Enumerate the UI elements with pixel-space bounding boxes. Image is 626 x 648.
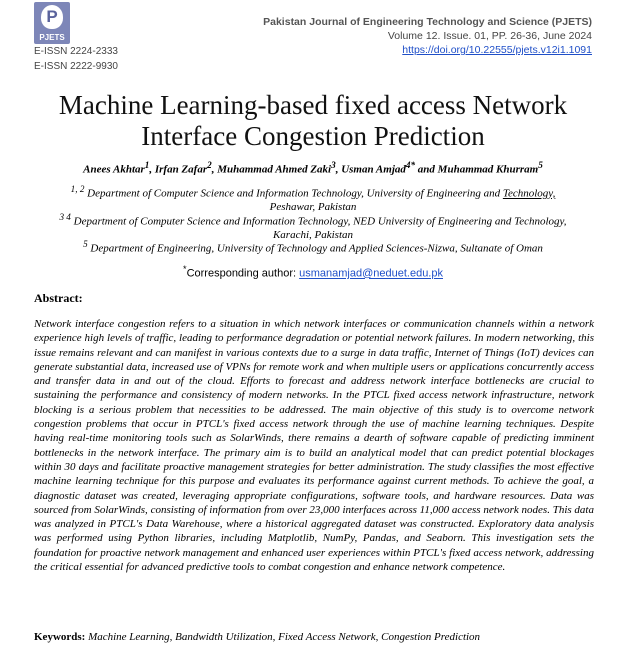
- author-name: Muhammad Khurram: [437, 163, 539, 176]
- affiliation-sup: 5: [83, 239, 88, 249]
- p-issn: E-ISSN 2222-9930: [34, 61, 118, 72]
- author-name: Usman Amjad: [341, 163, 406, 176]
- corresponding-author: *Corresponding author: usmanamjad@neduet.edu.pk: [183, 264, 443, 280]
- author-sup: 1: [144, 160, 150, 170]
- author-list: Anees Akhtar$^1$, Irfan Zafar$^2$, Muhammad Ahmed Zaki$^3$, Usman Amjad$^{4*}$ and Muhammad Khurram$^5$: [83, 160, 543, 176]
- affiliation-3: [40, 238, 586, 256]
- author-sup: 4*: [405, 160, 416, 170]
- author-sup: 3: [331, 160, 336, 170]
- affiliation-city: Peshawar, Pakistan: [269, 200, 357, 213]
- corresponding-label: Corresponding author:: [186, 267, 297, 280]
- keywords-label: Keywords:: [34, 631, 86, 643]
- affiliation-sup: 1, 2: [70, 184, 85, 194]
- affiliation-text: Department of Computer Science and Information Technology, NED University of Engineering and Technology,: [73, 215, 567, 228]
- author-sup: 2: [207, 160, 212, 170]
- e-issn: E-ISSN 2224-2333: [34, 46, 118, 57]
- affiliation-1: [40, 183, 586, 214]
- author-sup: 5: [538, 160, 543, 170]
- abstract-heading: Abstract:: [34, 291, 83, 305]
- author-conjunction: and: [417, 163, 435, 176]
- author-name: Muhammad Ahmed Zaki: [217, 163, 332, 176]
- journal-name: Pakistan Journal of Engineering Technology and Science (PJETS): [263, 16, 592, 28]
- logo-letter: P: [46, 7, 58, 26]
- journal-info: [263, 15, 592, 57]
- paper-title: Machine Learning-based fixed access Network Interface Congestion Prediction: [58, 90, 568, 151]
- corresponding-email-link[interactable]: usmanamjad@neduet.edu.pk: [299, 267, 443, 280]
- affiliation-text: Department of Engineering, University of Technology and Applied Sciences-Nizwa, Sultanate of Oman: [90, 242, 543, 255]
- keywords-value: Machine Learning, Bandwidth Utilization, Fixed Access Network, Congestion Prediction: [88, 631, 481, 643]
- abstract-body: Network interface congestion refers to a situation in which network interfaces or communication channels within a network experience high levels of traffic, leading to performance degradation or potential network failures. In modern networking, this issue remains relevant and can manifest in various contexts due to a surge in data traffic, Internet of Things (IoT) devices can generate substantial data, increased use of VPNs for remote work and when multiple users or applications concurrently access and transfer data in and out of the cloud. Efforts to forecast and address network interface bottlenecks are crucial to sustaining the performance and consistency of modern networks. In the PTCL fixed access network infrastructure, network blocking is a serious problem that necessities to be addressed. The main objective of this study is to overcome network congestion problems that occur in PTCL's fixed access network through the use of machine learning techniques. Despite having real-time monitoring tools such as SolarWinds, there remains a dearth of software capable of predicting imminent bottlenecks in the network interface. The primary aim is to build an analytical model that can predict potential blockages within 30 days and facilitate proactive management strategies for better administration. The study classifies the most effective machine learning technique for this purpose and evaluates its performance against current methods. To achieve the goal, a diagnostic dataset was created, leveraging appropriate configurations, software tools, and hardware resources. Data was sourced from SolarWinds, consisting of information from over 23,000 interfaces across 11,000 access network nodes. This data was analyzed in PTCL's Data Warehouse, where a historical aggregated dataset was constructed. Exploratory data analysis was performed using Python libraries, including Matplotlib, NumPy, Pandas, and Seaborn. This investigation sets the foundation for proactive network management and enhanced user experiences within PTCL's fixed access network, addressing the critical essential for advanced predictive tools to combat congestion and enhance network competence.: [34, 318, 594, 574]
- affiliation-text: Technology,: [502, 187, 556, 200]
- keywords: [34, 631, 480, 643]
- author-name: Irfan Zafar: [154, 163, 208, 176]
- affiliation-text: Department of Computer Science and Information Technology, University of Engineering and: [87, 187, 503, 200]
- affiliation-sup: 3 4: [59, 212, 71, 222]
- journal-volume: Volume 12. Issue. 01, PP. 26-36, June 2024: [387, 30, 592, 42]
- affiliation-city: Karachi, Pakistan: [272, 228, 354, 241]
- doi-link[interactable]: https://doi.org/10.22555/pjets.v12i1.1091: [402, 44, 592, 56]
- journal-logo: [34, 2, 70, 44]
- logo-text: PJETS: [39, 33, 65, 42]
- logo-emblem: [41, 5, 63, 29]
- author-name: Anees Akhtar: [83, 163, 145, 176]
